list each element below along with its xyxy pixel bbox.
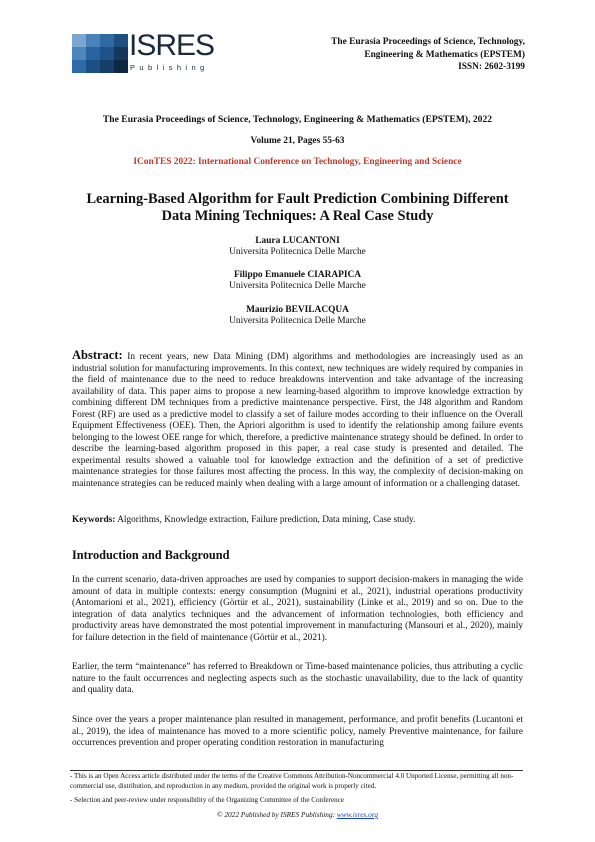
proceedings-line: The Eurasia Proceedings of Science, Technology, Engineering & Mathematics (EPSTEM), 2022 bbox=[102, 114, 493, 125]
author-affiliation: Universita Politecnica Delle Marche bbox=[229, 247, 366, 258]
author-name: Maurizio BEVILACQUA bbox=[246, 305, 349, 315]
abstract-label: Abstract: bbox=[72, 348, 123, 362]
author-block bbox=[60, 236, 535, 259]
abstract-text: In recent years, new Data Mining (DM) algorithms and methodologies are increasingly used as an industrial solution for manufacturing improvements. In this context, new techniques are widely required by companies in the field of maintenance due to the need to reduce breakdowns intervention and take advantage of the increasing availability of data. This paper aims to propose a new learning-based algorithm to improve knowledge extraction by combining different DM techniques from a predictive maintenance perspective. First, the J48 algorithm and Random Forest (RF) are used as a predictive model to classify a set of failure modes according to their influence on the Overall Equipment Effectiveness (OEE). Then, the Apriori algorithm is used to identify the relationship among failure events belonging to the lowest OEE range for which, therefore, a predictive maintenance strategy should be defined. In order to describe the learning-based algorithm proposed in this paper, a real case study is presented and detailed. The experimental results showed a valuable tool for knowledge extraction and the definition of a set of predictive maintenance strategies for those failures most affecting the process. In this way, the complexity of decision-making on maintenance strategies can be reduced mainly when dealing with a large amount of information or a challenging dataset. bbox=[72, 352, 524, 490]
author-name: Filippo Emanuele CIARAPICA bbox=[233, 270, 362, 280]
paper-title: Learning-Based Algorithm for Fault Prediction Combining Different Data Mining Techniques: A Real Case Study bbox=[86, 191, 509, 224]
footer-copyright-text: © 2022 Published by ISRES Publishing: bbox=[217, 810, 336, 819]
volume-line: Volume 21, Pages 55-63 bbox=[250, 136, 345, 146]
journal-header bbox=[245, 36, 525, 74]
isres-logo bbox=[72, 29, 215, 76]
footnote-divider bbox=[70, 770, 523, 771]
body-paragraph: In the current scenario, data-driven approaches are used by companies to support decision-makers in managing the wide amount of data in multiple contexts: energy consumption (Mugnini et al., 2021), industrial operations productivity (Antomarioni et al., 2021), efficiency (Görtür et al., 2021), sustainability (Linke et al., 2019) and so on. Due to the integration of data analytics techniques and the advancement of information technologies, both efficiency and productivity areas have demonstrated the most potential improvement in manufacturing (Mansouri et al., 2020), mainly for failure detection in the field of maintenance (Görtür et al., 2021). bbox=[72, 575, 523, 643]
author-affiliation: Universita Politecnica Delle Marche bbox=[229, 316, 366, 327]
journal-issn: ISSN: 2602-3199 bbox=[458, 62, 525, 72]
body-paragraph: Earlier, the term “maintenance” has referred to Breakdown or Time-based maintenance policies, thus attributing a cyclic nature to the fault occurrences and neglecting aspects such as the stochastic unavailability, due to the lack of quantity and quality data. bbox=[72, 662, 523, 696]
author-block bbox=[60, 305, 535, 328]
keywords bbox=[72, 515, 523, 527]
journal-name-line1: The Eurasia Proceedings of Science, Technology, bbox=[331, 37, 525, 47]
journal-name-line2: Engineering & Mathematics (EPSTEM) bbox=[364, 49, 525, 60]
abstract bbox=[72, 350, 523, 491]
logo-wordmark: ISRES bbox=[129, 29, 215, 62]
logo-mosaic-icon bbox=[72, 34, 128, 74]
body-paragraph: Since over the years a proper maintenance plan resulted in management, performance, and profit benefits (Lucantoni et al., 2019), the idea of maintenance has moved to a more scientific policy, namely Preventive maintenance, for failure occurrences prevention and proper operating condition restoration in manufacturing bbox=[72, 715, 523, 749]
footer-copyright bbox=[60, 810, 535, 819]
footnote: - This is an Open Access article distributed under the terms of the Creative Commons Attribution-Noncommercial 4.0 Unported License, permitting all non-commercial use, distribution, and reproduction in any medium, provided the original work is properly cited. bbox=[70, 772, 514, 790]
footnote: - Selection and peer-review under responsibility of the Organizing Committee of the Conference bbox=[70, 796, 344, 804]
author-block bbox=[60, 270, 535, 293]
section-heading: Introduction and Background bbox=[72, 548, 230, 562]
author-affiliation: Universita Politecnica Delle Marche bbox=[229, 281, 366, 292]
conference-line: IConTES 2022: International Conference on Technology, Engineering and Science bbox=[133, 157, 462, 167]
keywords-label: Keywords: bbox=[72, 515, 116, 525]
logo-subtitle: Publishing bbox=[130, 63, 209, 72]
isres-website-link[interactable]: www.isres.org bbox=[336, 810, 378, 819]
author-name: Laura LUCANTONI bbox=[255, 236, 340, 246]
keywords-text: Algorithms, Knowledge extraction, Failure prediction, Data mining, Case study. bbox=[117, 515, 416, 525]
